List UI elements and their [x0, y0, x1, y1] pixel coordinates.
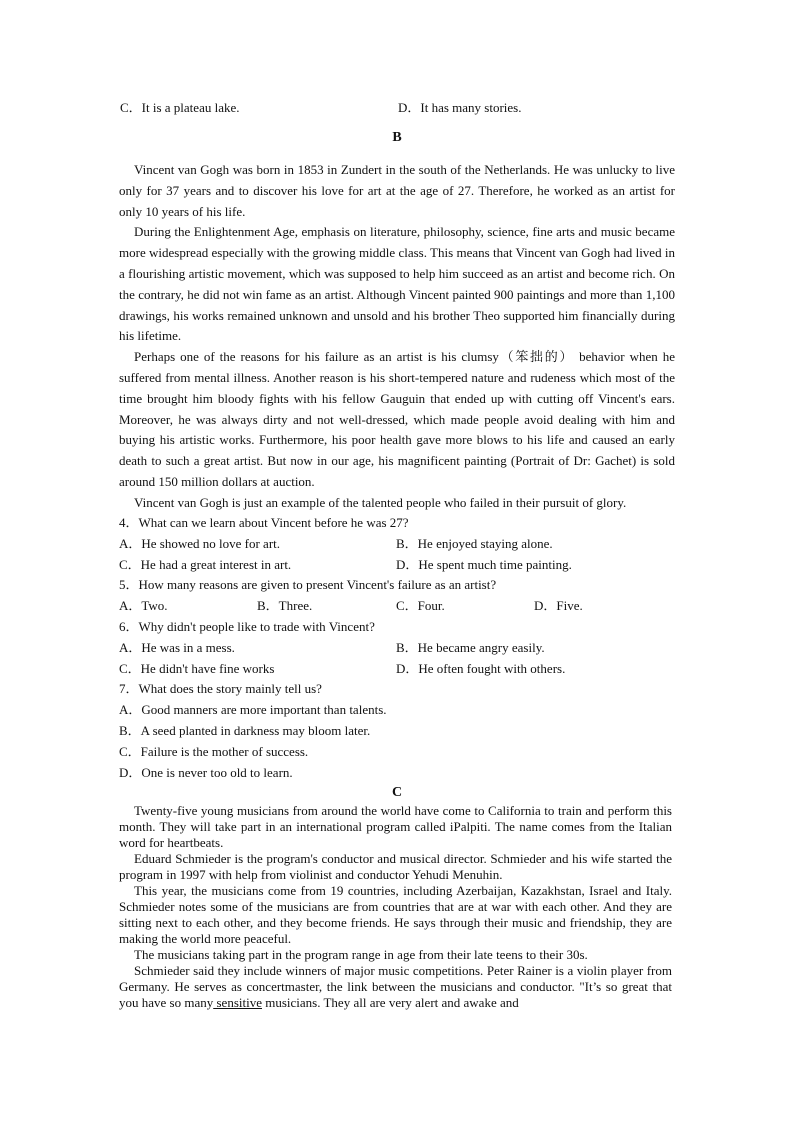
option-row: [119, 742, 675, 763]
option-b: B．Three.: [257, 598, 313, 614]
option-row: [119, 659, 675, 680]
option-c: C．Four.: [396, 598, 445, 614]
section-b-passage: [119, 160, 675, 514]
option-a: A．Good manners are more important than talents.: [119, 702, 387, 718]
paragraph: Perhaps one of the reasons for his failure as an artist is his clumsy（笨拙的） behavior when he suffered from mental illness. Another reason is his short-tempered nature and rudeness which most of the time brought him bloody fights with his fellow Gauguin that ended up with cutting off Vincent's ears. Moreover, he was always dirty and not well-dressed, which made people avoid dealing with him and buying his artistic works. Furthermore, his poor health gave more blows to his life and caused an early death to such a great artist. But now in our age, his magnificent painting (Portrait of Dr: Gachet) is sold around 150 million dollars at auction.: [119, 349, 675, 489]
option-row: [119, 763, 675, 784]
option-a: A．Two.: [119, 598, 168, 614]
section-b-heading: B: [392, 130, 402, 145]
option-row: [119, 555, 675, 576]
paragraph: Eduard Schmieder is the program's conductor and musical director. Schmieder and his wife started the program in 1997 with help from violinist and conductor Yehudi Menuhin.: [119, 851, 672, 882]
option-a: A．He showed no love for art.: [119, 535, 281, 551]
option-c: C．He had a great interest in art.: [119, 556, 292, 572]
option-c: C．It is a plateau lake.: [120, 100, 240, 115]
paragraph: Schmieder said they include winners of major music competitions. Peter Rainer is a violin player from Germany. He serves as concertmaster, the link between the musicians and conductor. "It’s so great that you have so many sensitive musicians. They all are very alert and awake and: [119, 963, 672, 1010]
option-d: D．One is never too old to learn.: [119, 764, 293, 780]
option-c: C．Failure is the mother of success.: [119, 743, 309, 759]
paragraph: Vincent van Gogh was born in 1853 in Zundert in the south of the Netherlands. He was unlucky to live only for 37 years and to discover his love for art at the age of 27. Therefore, he worked as an artist for only 10 years of his life.: [119, 162, 675, 219]
underlined-word: sensitive: [213, 995, 262, 1010]
question-stem: 4．What can we learn about Vincent before he was 27?: [119, 515, 409, 530]
option-d: D．Five.: [534, 598, 583, 614]
section-c-heading: C: [391, 785, 403, 800]
option-d: D．He often fought with others.: [396, 660, 566, 676]
option-row: [119, 700, 675, 721]
questions-block: [119, 513, 675, 783]
paragraph: The musicians taking part in the program range in age from their late teens to their 30s.: [134, 947, 588, 962]
option-row: [119, 596, 675, 617]
previous-question-options: [120, 97, 522, 116]
paragraph: Twenty-five young musicians from around the world have come to California to train and perform this month. They will take part in an international program called iPalpiti. The name comes from the Italian word for heartbeats.: [119, 803, 672, 850]
question-stem: 5．How many reasons are given to present Vincent's failure as an artist?: [119, 577, 497, 593]
option-d: D．He spent much time painting.: [396, 556, 572, 572]
option-b: B．A seed planted in darkness may bloom later.: [119, 722, 371, 738]
option-row: [119, 638, 675, 659]
option-row: [119, 721, 675, 742]
paragraph: During the Enlightenment Age, emphasis on literature, philosophy, science, fine arts and music became more widespread especially with the growing middle class. This means that Vincent van Gogh had lived in a flourishing artistic movement, which was supposed to help him succeed as an artist and become rich. On the contrary, he did not win fame as an artist. Although Vincent painted 900 paintings and more than 1,100 drawings, his works remained unknown and unsold and his brother Theo supported him financially during his lifetime.: [119, 224, 675, 344]
option-a: A．He was in a mess.: [119, 639, 235, 655]
option-d: D．It has many stories.: [398, 100, 522, 115]
option-c: C．He didn't have fine works: [119, 660, 275, 676]
question-stem: 6．Why didn't people like to trade with Vincent?: [119, 618, 375, 634]
question-stem: 7．What does the story mainly tell us?: [119, 681, 322, 697]
section-c-passage: [119, 803, 672, 1011]
option-b: B．He became angry easily.: [396, 639, 545, 655]
option-b: B．He enjoyed staying alone.: [396, 535, 553, 551]
option-row: [119, 534, 675, 555]
paragraph: Vincent van Gogh is just an example of the talented people who failed in their pursuit of glory.: [134, 494, 627, 510]
paragraph: This year, the musicians come from 19 countries, including Azerbaijan, Kazakhstan, Israel and Italy. Schmieder notes some of the musicians are from countries that are at war with each other. And they are sitting next to each other, and they become friends. He says through their music and friendship, they are making the world more peaceful.: [119, 883, 672, 946]
